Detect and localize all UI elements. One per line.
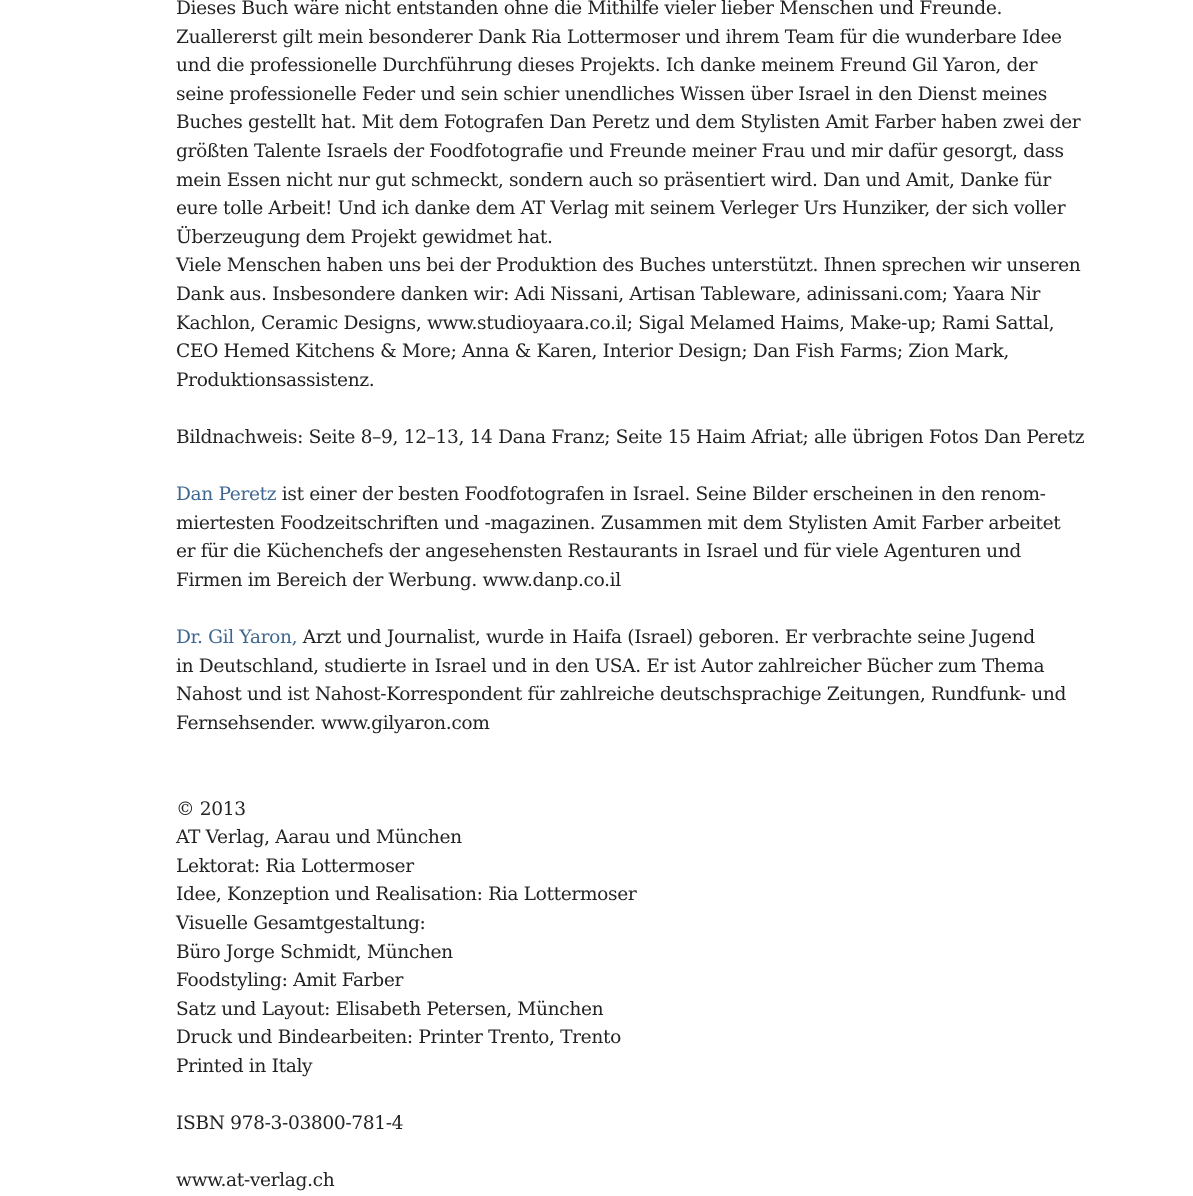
design-line: Visuelle Gesamtgestaltung: — [176, 913, 426, 934]
text-line: CEO Hemed Kitchens & More; Anna & Karen, Interior Design; Dan Fish Farms; Zion Mark, — [176, 341, 1009, 363]
text-line: seine professionelle Feder und sein schier unendliches Wissen über Israel in den Dienst meines — [176, 83, 1047, 105]
publisher-website: www.at-verlag.ch — [176, 1170, 335, 1192]
text-line: Nahost und ist Nahost-Korrespondent für zahlreiche deutschsprachige Zeitungen, Rundfunk- und — [176, 684, 1067, 706]
spacer — [176, 595, 1036, 624]
isbn: ISBN 978-3-03800-781-4 — [176, 1113, 404, 1135]
text-line: Viele Menschen haben uns bei der Produktion des Buches unterstützt. Ihnen sprechen wir unseren — [176, 255, 1081, 277]
text-line: Produktionsassistenz. — [176, 369, 375, 391]
spacer — [176, 1139, 1036, 1168]
text-line: er für die Küchenchefs der angesehensten Restaurants in Israel und für viele Agenturen und — [176, 541, 1021, 563]
bio-first-line — [176, 624, 1036, 653]
text-line: und die professionelle Durchführung dieses Projekts. Ich danke meinem Freund Gil Yaron, der — [176, 55, 1038, 77]
text-line: mein Essen nicht nur gut schmeckt, sondern auch so präsentiert wird. Dan und Amit, Danke für — [176, 169, 1051, 191]
spacer — [176, 1082, 1036, 1111]
foodstyling-line: Foodstyling: Amit Farber — [176, 970, 404, 992]
bio-name-dan-peretz: Dan Peretz — [176, 484, 277, 506]
text-line: in Deutschland, studierte in Israel und in den USA. Er ist Autor zahlreicher Bücher zum Thema — [176, 655, 1045, 677]
bio-gil-yaron — [176, 624, 1067, 738]
text-line: größten Talente Israels der Foodfotografie und Freunde meiner Frau und mir dafür gesorgt, dass — [176, 140, 1064, 162]
bio-name-gil-yaron: Dr. Gil Yaron, — [176, 627, 298, 649]
publisher-line: AT Verlag, Aarau und München — [176, 827, 462, 849]
spacer — [176, 453, 1036, 482]
copyright-line: © 2013 — [176, 798, 246, 820]
text-line: Zuallererst gilt mein besonderer Dank Ria Lottermoser und ihrem Team für die wunderbare Idee — [176, 26, 1062, 48]
design-studio-line: Büro Jorge Schmidt, München — [176, 941, 453, 963]
bio-dan-peretz — [176, 481, 1061, 595]
text-line: miertesten Foodzeitschriften und -magazinen. Zusammen mit dem Stylisten Amit Farber arbeitet — [176, 512, 1061, 534]
text-line: Firmen im Bereich der Werbung. www.danp.co.il — [176, 569, 621, 591]
text-line: Kachlon, Ceramic Designs, www.studioyaara.co.il; Sigal Melamed Haims, Make-up; Rami Sattal, — [176, 312, 1055, 334]
editor-line: Lektorat: Ria Lottermoser — [176, 855, 414, 877]
text-line: eure tolle Arbeit! Und ich danke dem AT Verlag mit seinem Verleger Urs Hunziker, der sich voller — [176, 198, 1066, 220]
bio-first-line — [176, 481, 1046, 510]
spacer — [176, 738, 1036, 795]
text-line: Buches gestellt hat. Mit dem Fotografen Dan Peretz und dem Stylisten Amit Farber haben zwei der — [176, 112, 1081, 134]
photo-credits: Bildnachweis: Seite 8–9, 12–13, 14 Dana Franz; Seite 15 Haim Afriat; alle übrigen Fotos Dan Peretz — [176, 426, 1085, 448]
imprint-page — [176, 0, 1085, 1196]
text-line: Überzeugung dem Projekt gewidmet hat. — [176, 226, 553, 248]
bio-text: ist einer der besten Foodfotografen in Israel. Seine Bilder erscheinen in den renom- — [276, 484, 1046, 506]
text-line: Fernsehsender. www.gilyaron.com — [176, 712, 490, 734]
printing-line: Druck und Bindearbeiten: Printer Trento, Trento — [176, 1027, 621, 1049]
spacer — [176, 395, 1036, 424]
acknowledgements-paragraph — [176, 0, 1081, 395]
layout-line: Satz und Layout: Elisabeth Petersen, München — [176, 998, 604, 1020]
imprint-block — [176, 796, 1036, 1082]
printed-in-line: Printed in Italy — [176, 1055, 313, 1077]
text-line: Dank aus. Insbesondere danken wir: Adi Nissani, Artisan Tableware, adinissani.com; Yaara Nir — [176, 283, 1041, 305]
text-line: Dieses Buch wäre nicht entstanden ohne die Mithilfe vieler lieber Menschen und Freunde. — [176, 0, 1003, 19]
concept-line: Idee, Konzeption und Realisation: Ria Lottermoser — [176, 884, 637, 906]
bio-text: Arzt und Journalist, wurde in Haifa (Israel) geboren. Er verbrachte seine Jugend — [297, 627, 1035, 649]
